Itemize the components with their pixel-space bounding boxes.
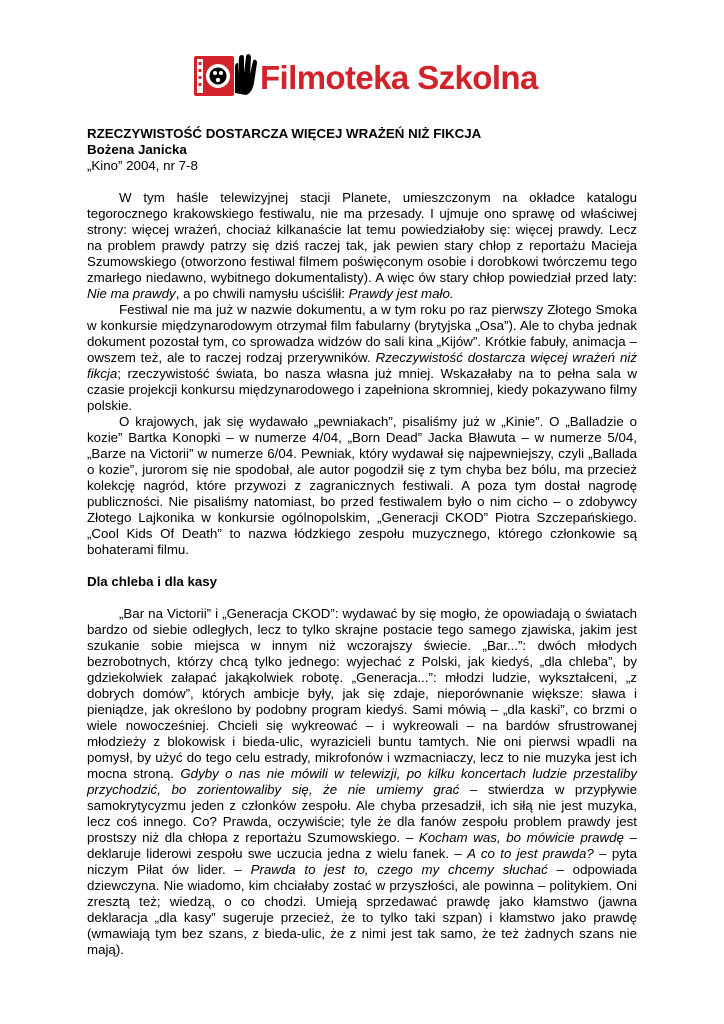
film-reel-hand-icon: [194, 54, 257, 96]
article-source: „Kino” 2004, nr 7-8: [87, 158, 198, 173]
filmoteka-szkolna-logo: [194, 53, 539, 99]
logo-text: Filmoteka Szkolna: [260, 59, 538, 96]
article-title: RZECZYWISTOŚĆ DOSTARCZA WIĘCEJ WRAŻEŃ NIŻ FIKCJA: [87, 126, 482, 141]
paragraph-1: W tym haśle telewizyjnej stacji Planete, umieszczonym na okładce katalogu tegorocznego krakowskiego festiwalu, nie ma przesady. I ujmuje ono sprawę od właściwej strony: więcej wrażeń, chociaż kilkanaście lat temu powiedziałoby się: więcej prawdy. Lecz na problem prawdy patrzy się dziś raczej tak, jak pewien stary chłop z reportażu Macieja Szumowskiego (otworzono festiwal filmem poświęconym osobie i dorobkowi twórczemu tego zmarłego niedawno, wybitnego dokumentalisty). A więc ów stary chłop powiedział przed laty: Nie ma prawdy, a po chwili namysłu uściślił: Prawdy jest mało.: [87, 190, 637, 301]
paragraph-4: „Bar na Victorii” i „Generacja CKOD”: wydawać by się mogło, że opowiadają o światach bardzo od siebie odległych, lecz to tylko skrajne postacie tego samego zjawiska, jakim jest szukanie sobie miejsca w innym niż wczorajszy świecie. „Bar...”: dwóch młodych bezrobotnych, którzy chcą tylko jednego: wyjechać z Polski, jak kiedyś, „dla chleba”, by gdziekolwiek załapać jakąkolwiek robotę. „Generacja...”: młodzi ludzie, wykształceni, „z dobrych domów”, których ambicje były, jak się zdaje, nieporównanie większe: sława i pieniądze, jak określono by podobny program kiedyś. Sami mówią – „dla kaski”, co brzmi o wiele nowocześniej. Chcieli się wykreować – i wykreowali – na bardów sfrustrowanej młodzieży z blokowisk i bieda-ulic, wyrazicieli buntu tamtych. Nie oni pierwsi wpadli na pomysł, by użyć do tego celu estrady, mikrofonów i wzmacniaczy, lecz to nie muzyka jest ich mocna stroną. Gdyby o nas nie mówili w telewizji, po kilku koncertach ludzie przestaliby przychodzić, bo zorientowaliby się, że nie umiemy grać – stwierdza w przypływie samokrytycyzmu jeden z członków zespołu. Ale chyba przesadził, ich siłą nie jest muzyka, lecz coś innego. Co? Prawda, oczywiście; tyle że dla fanów zespołu problem prawdy jest prostszy niż dla chłopa z reportażu Szumowskiego. – Kocham was, bo mówicie prawdę – deklaruje liderowi zespołu swe uczucia jedna z wielu fanek. – A co to jest prawda? – pyta niczym Piłat ów lider. – Prawda to jest to, czego my chcemy słuchać – odpowiada dziewczyna. Nie wiadomo, kim chciałaby zostać w przyszłości, ale powinna – politykiem. Oni zresztą też; wiedzą, o co chodzi. Umieją sprzedawać prawdę jako kłamstwo (jawna deklaracja „dla kasy” sugeruje przecież, że to tylko taki szpan) i kłamstwo jako prawdę (wmawiają tym bez szans, z bieda-ulic, że z nimi jest tak samo, że też żadnych szans nie mają).: [87, 606, 638, 957]
article-author: Bożena Janicka: [87, 142, 187, 157]
section-heading: Dla chleba i dla kasy: [87, 574, 218, 589]
article: [87, 126, 637, 958]
paragraph-3: O krajowych, jak się wydawało „pewniakach”, pisaliśmy już w „Kinie”. O „Balladzie o kozie” Bartka Konopki – w numerze 4/04, „Born Dead” Jacka Bławuta – w numerze 5/04, „Barze na Victorii” w numerze 6/04. Pewniak, który wydawał się najpewniejszy, czyli „Ballada o kozie”, jurorom się nie spodobał, ale autor pogodził się z tym chyba bez bólu, ma przecież kolekcję nagród, które przywozi z zagranicznych festiwali. A poza tym dostał nagrodę publiczności. Nie pisaliśmy natomiast, bo przed festiwalem było o nim cicho – o zdobywcy Złotego Lajkonika w konkursie ogólnopolskim, „Generacji CKOD” Piotra Szczepańskiego. „Cool Kids Of Death” to nazwa łódzkiego zespołu muzycznego, którego członkowie są bohaterami filmu.: [87, 414, 637, 557]
paragraph-2: Festiwal nie ma już w nazwie dokumentu, a w tym roku po raz pierwszy Złotego Smoka w konkursie międzynarodowym otrzymał film fabularny (brytyjska „Osa”). Ale to chyba jednak dokument pozostał tym, co sprowadza widzów do sali kina „Kijów”. Krótkie fabuły, animacja – owszem też, ale to raczej rodzaj przerywników. Rzeczywistość dostarcza więcej wrażeń niż fikcja; rzeczywistość świata, bo nasza własna już mniej. Wskazałaby na to pełna sala w czasie projekcji konkursu międzynarodowego i zapełniona skromniej, kiedy pokazywano filmy polskie.: [87, 302, 637, 413]
